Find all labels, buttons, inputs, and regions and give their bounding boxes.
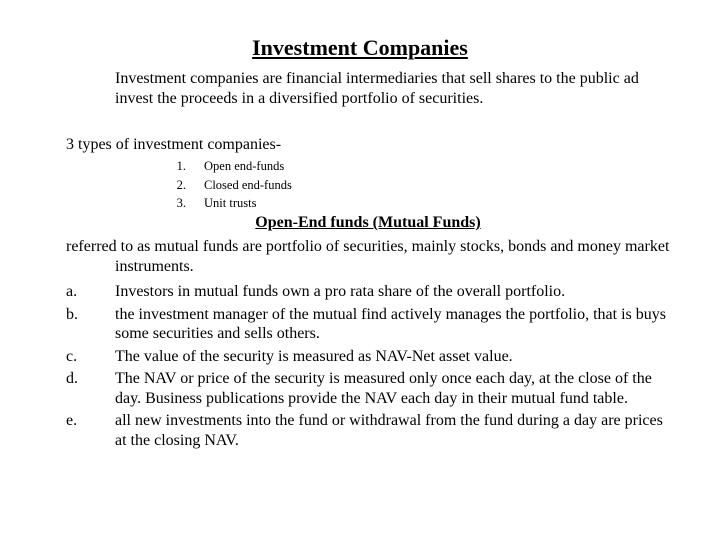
section-title: Open-End funds (Mutual Funds) <box>255 214 481 231</box>
page-title: Investment Companies <box>252 35 468 60</box>
types-list-item <box>150 194 293 213</box>
point-item <box>66 369 666 408</box>
types-item-label: Open end-funds <box>204 159 285 173</box>
point-item <box>66 347 666 367</box>
point-item <box>66 282 666 302</box>
points-list <box>66 282 666 453</box>
point-marker: c. <box>66 347 78 365</box>
lead-paragraph: referred to as mutual funds are portfolio of securities, mainly stocks, bonds and money market instruments. <box>66 238 670 275</box>
point-item <box>66 411 666 450</box>
types-item-number: 1. <box>176 159 186 173</box>
point-marker: a. <box>66 283 78 300</box>
point-marker: b. <box>66 305 78 323</box>
intro-paragraph: Investment companies are financial intermediaries that sell shares to the public ad invest the proceeds in a diversified portfolio of securities. <box>115 70 639 107</box>
types-list <box>150 157 293 213</box>
types-item-number: 2. <box>176 177 186 192</box>
types-heading: 3 types of investment companies- <box>66 136 282 153</box>
types-list-item <box>150 176 293 195</box>
types-list-item <box>150 157 293 176</box>
types-item-label: Closed end-funds <box>204 177 292 192</box>
point-marker: e. <box>66 412 78 429</box>
point-text: The value of the security is measured as NAV-Net asset value. <box>115 347 513 365</box>
point-marker: d. <box>66 370 78 387</box>
point-text: the investment manager of the mutual find actively manages the portfolio, that is buys some securities and sells others. <box>115 305 666 342</box>
point-text: The NAV or price of the security is measured only once each day, at the close of the day. Business publications provide the NAV each day in their mutual fund table. <box>115 370 652 407</box>
types-item-number: 3. <box>176 196 186 210</box>
point-text: all new investments into the fund or withdrawal from the fund during a day are prices at the closing NAV. <box>115 412 663 449</box>
point-item <box>66 305 666 344</box>
point-text: Investors in mutual funds own a pro rata share of the overall portfolio. <box>115 283 566 300</box>
types-item-label: Unit trusts <box>204 196 257 210</box>
